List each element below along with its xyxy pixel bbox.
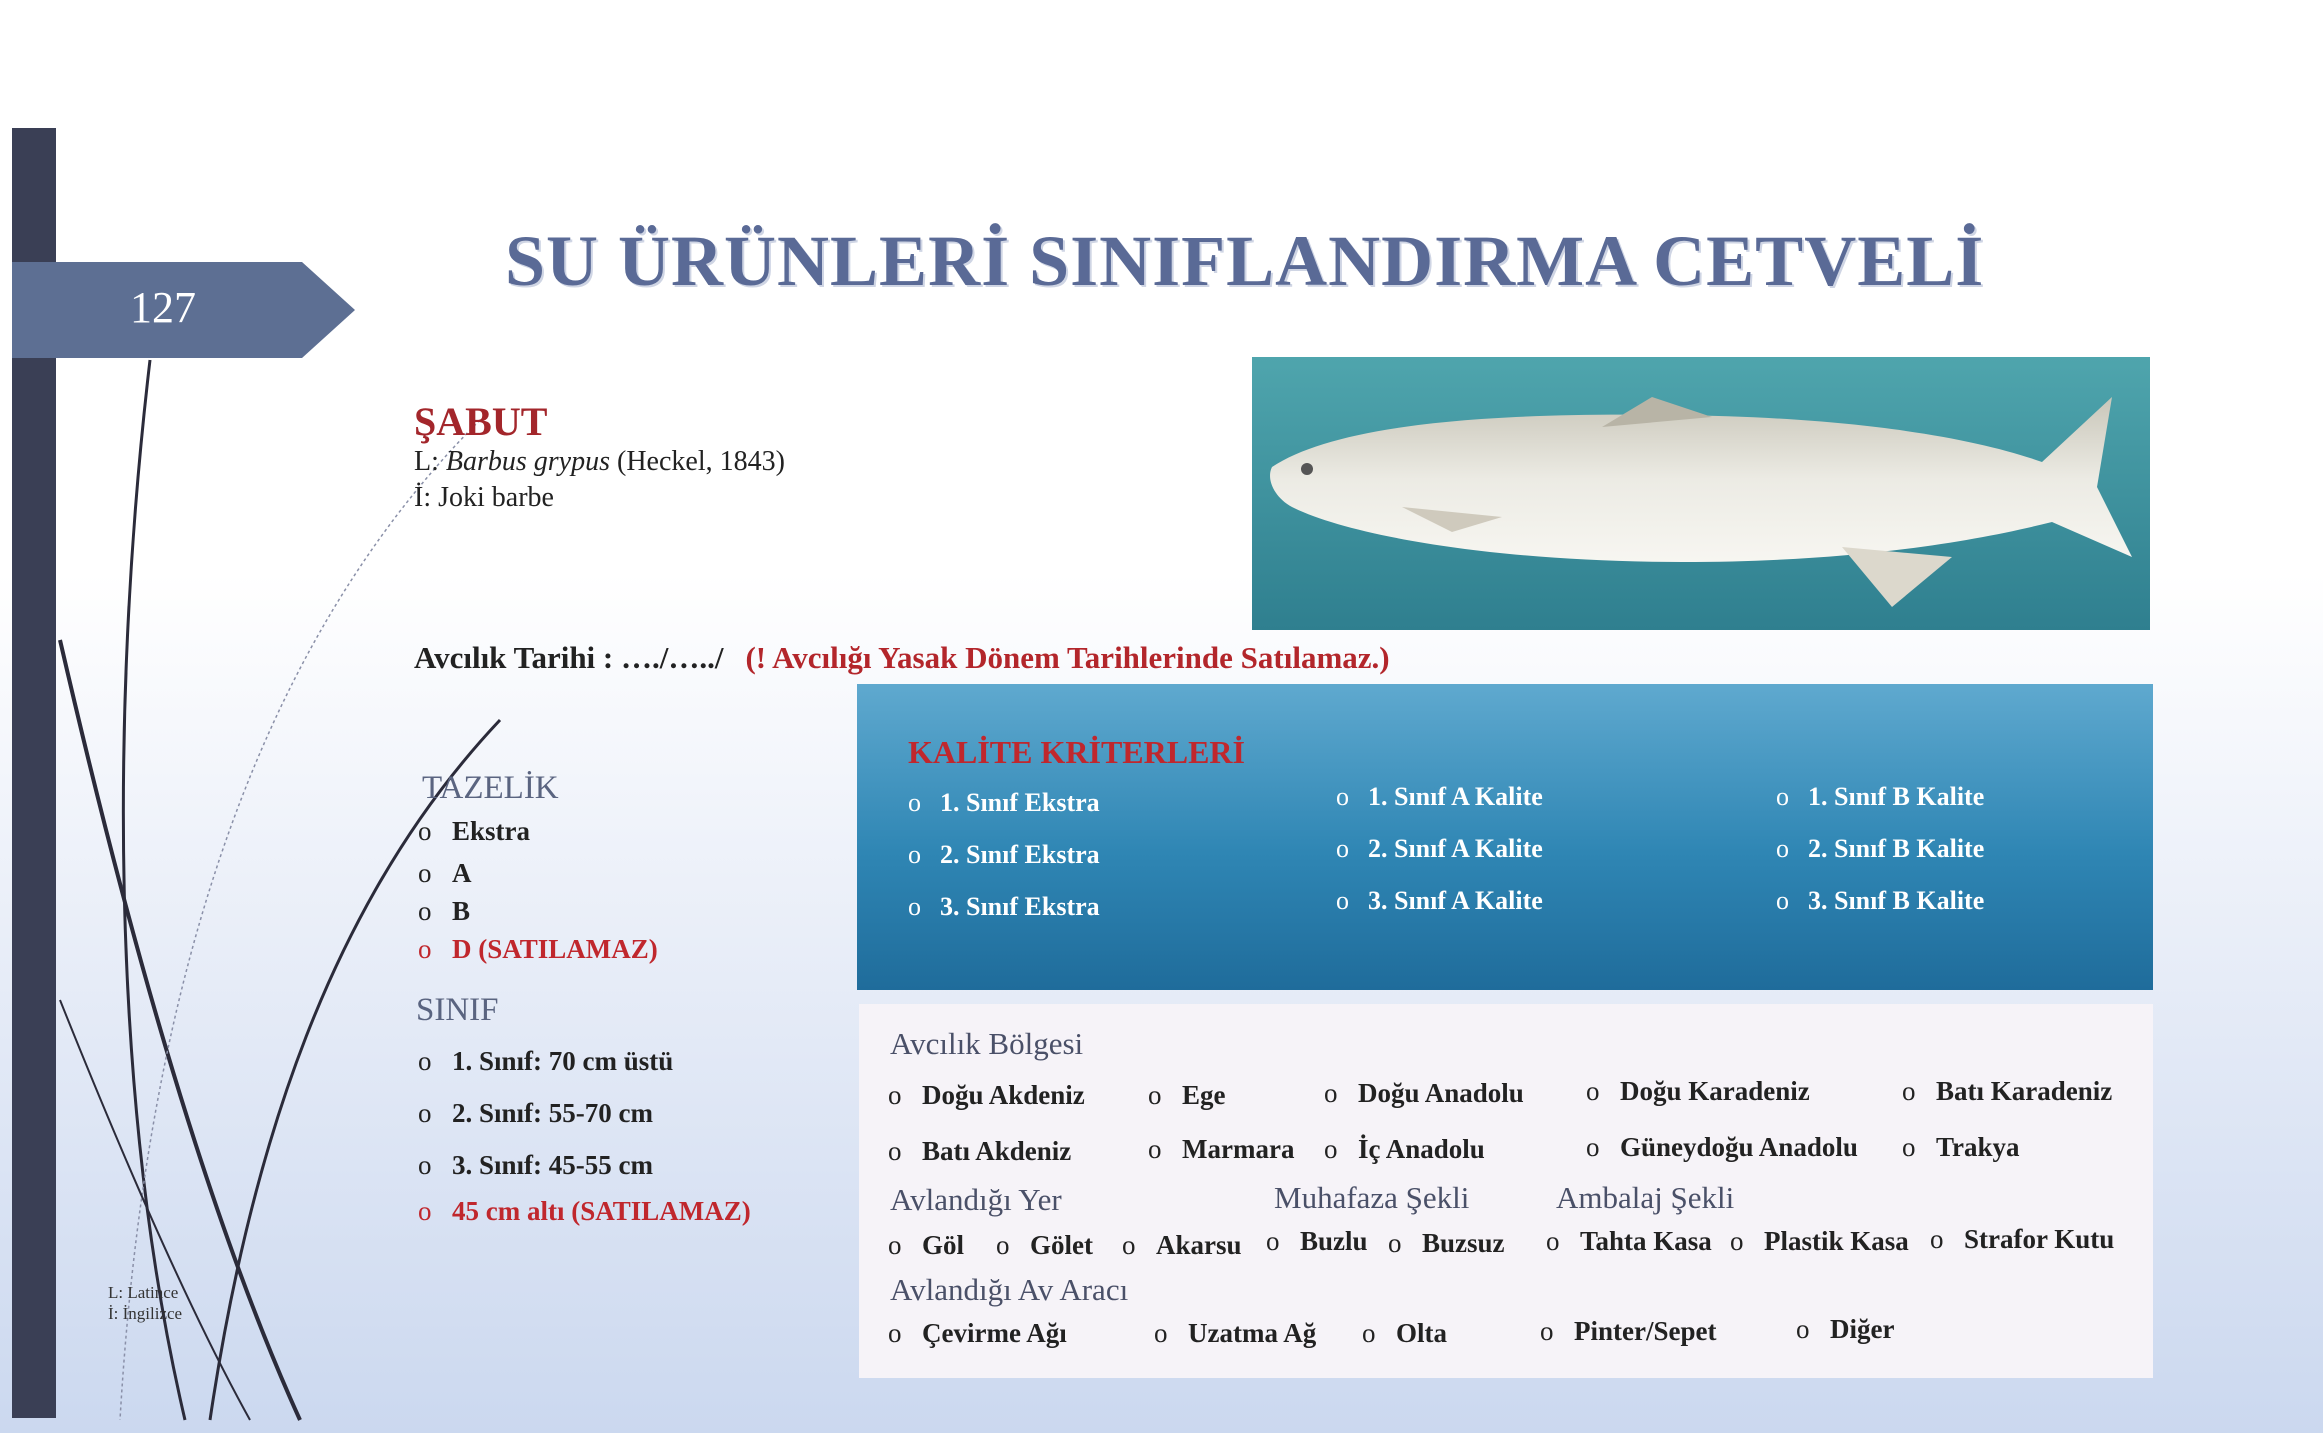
region-option[interactable] (1148, 1080, 1226, 1111)
bullet: o (1902, 1132, 1916, 1162)
catch-place-option[interactable] (996, 1230, 1093, 1261)
latin-name (414, 446, 785, 478)
option-label: A (452, 858, 472, 888)
species-name: ŞABUT (414, 399, 548, 444)
option-label: Trakya (1936, 1132, 2020, 1162)
option-label: Doğu Karadeniz (1620, 1076, 1810, 1106)
option-label: Batı Karadeniz (1936, 1076, 2113, 1106)
bullet: o (1930, 1224, 1944, 1254)
option-label: 2. Sınıf: 55-70 cm (452, 1098, 653, 1128)
quality-heading: KALİTE KRİTERLERİ (908, 734, 1245, 770)
size-class-option[interactable] (418, 1196, 751, 1227)
preservation-option[interactable] (1266, 1226, 1368, 1257)
bullet: o (1776, 886, 1789, 915)
bullet: o (418, 1196, 432, 1226)
bullet: o (888, 1136, 902, 1166)
region-option[interactable] (888, 1080, 1085, 1111)
option-label: Tahta Kasa (1580, 1226, 1712, 1256)
option-label: Doğu Akdeniz (922, 1080, 1085, 1110)
page-title: SU ÜRÜNLERİ SINIFLANDIRMA CETVELİ (505, 221, 1985, 301)
option-label: Akarsu (1156, 1230, 1242, 1260)
option-label: Çevirme Ağı (922, 1318, 1067, 1348)
packaging-option[interactable] (1546, 1226, 1712, 1257)
bullet: o (908, 892, 921, 921)
bullet: o (888, 1080, 902, 1110)
region-option[interactable] (888, 1136, 1071, 1167)
latin-prefix: L: (414, 446, 446, 477)
quality-option[interactable] (1336, 782, 1543, 812)
option-label: 1. Sınıf: 70 cm üstü (452, 1046, 674, 1076)
packaging-option[interactable] (1730, 1226, 1909, 1257)
bullet: o (1796, 1314, 1810, 1344)
bullet: o (1586, 1076, 1600, 1106)
region-option[interactable] (1148, 1134, 1294, 1165)
size-class-option[interactable] (418, 1046, 673, 1077)
region-option[interactable] (1902, 1132, 2020, 1163)
gear-option[interactable] (1362, 1318, 1447, 1349)
catch-date-warning: (! Avcılığı Yasak Dönem Tarihlerinde Satılamaz.) (745, 640, 1390, 675)
bullet: o (418, 1046, 432, 1076)
option-label: Göl (922, 1230, 965, 1260)
option-label: Buzsuz (1422, 1228, 1505, 1258)
bullet: o (1388, 1228, 1402, 1258)
region-option[interactable] (1324, 1134, 1485, 1165)
catch-place-heading: Avlandığı Yer (890, 1182, 1062, 1217)
option-label: 2. Sınıf A Kalite (1368, 834, 1543, 863)
quality-option[interactable] (908, 892, 1100, 922)
packaging-heading: Ambalaj Şekli (1556, 1180, 1735, 1215)
bullet: o (1148, 1134, 1162, 1164)
legend-latin: L: Latince (108, 1283, 179, 1302)
freshness-option[interactable] (418, 858, 472, 889)
bullet: o (418, 858, 432, 888)
gear-option[interactable] (1154, 1318, 1316, 1349)
option-label: D (SATILAMAZ) (452, 934, 658, 964)
option-label: Plastik Kasa (1764, 1226, 1909, 1256)
bullet: o (1266, 1226, 1280, 1256)
bullet: o (996, 1230, 1010, 1260)
option-label: Uzatma Ağ (1188, 1318, 1317, 1348)
bullet: o (888, 1230, 902, 1260)
region-option[interactable] (1586, 1132, 1858, 1163)
legend (108, 1282, 182, 1324)
bullet: o (1586, 1132, 1600, 1162)
bullet: o (1902, 1076, 1916, 1106)
latin-author: (Heckel, 1843) (610, 446, 785, 477)
quality-option[interactable] (1336, 886, 1543, 916)
option-label: Buzlu (1300, 1226, 1368, 1256)
catch-place-option[interactable] (1122, 1230, 1242, 1261)
bullet: o (1730, 1226, 1744, 1256)
option-label: Doğu Anadolu (1358, 1078, 1524, 1108)
option-label: 3. Sınıf B Kalite (1808, 886, 1985, 915)
option-label: 3. Sınıf: 45-55 cm (452, 1150, 653, 1180)
option-label: Diğer (1830, 1314, 1895, 1344)
bullet: o (908, 788, 921, 817)
option-label: 3. Sınıf Ekstra (940, 892, 1100, 921)
option-label: Ege (1182, 1080, 1226, 1110)
gear-heading: Avlandığı Av Aracı (890, 1272, 1129, 1307)
size-class-option[interactable] (418, 1098, 653, 1129)
page-number: 127 (130, 283, 196, 332)
quality-option[interactable] (1336, 834, 1543, 864)
freshness-option[interactable] (418, 896, 470, 927)
region-option[interactable] (1586, 1076, 1810, 1107)
bullet: o (1154, 1318, 1168, 1348)
option-label: Batı Akdeniz (922, 1136, 1072, 1166)
gear-option[interactable] (1796, 1314, 1894, 1345)
quality-option[interactable] (908, 840, 1100, 870)
option-label: 1. Sınıf A Kalite (1368, 782, 1543, 811)
legend-english: İ: İngilizce (108, 1304, 183, 1323)
bullet: o (1122, 1230, 1136, 1260)
bullet: o (1324, 1134, 1338, 1164)
bullet: o (888, 1318, 902, 1348)
fish-photo (1252, 357, 2150, 630)
freshness-heading: TAZELİK (422, 770, 559, 806)
region-option[interactable] (1324, 1078, 1524, 1109)
size-class-heading: SINIF (416, 992, 499, 1028)
gear-option[interactable] (1540, 1316, 1716, 1347)
size-class-option[interactable] (418, 1150, 653, 1181)
bullet: o (418, 1150, 432, 1180)
english-name: İ: Joki barbe (414, 482, 554, 513)
option-label: 45 cm altı (SATILAMAZ) (452, 1196, 751, 1226)
freshness-option[interactable] (418, 934, 658, 965)
bullet: o (1540, 1316, 1554, 1346)
latin-binomial: Barbus grypus (445, 446, 611, 477)
option-label: Strafor Kutu (1964, 1224, 2115, 1254)
freshness-option[interactable] (418, 816, 530, 847)
bullet: o (1776, 782, 1789, 811)
option-label: Gölet (1030, 1230, 1093, 1260)
quality-option[interactable] (1776, 834, 1984, 864)
bullet: o (1546, 1226, 1560, 1256)
option-label: Marmara (1182, 1134, 1295, 1164)
option-label: 2. Sınıf B Kalite (1808, 834, 1985, 863)
catch-place-option[interactable] (888, 1230, 964, 1261)
bullet: o (418, 816, 432, 846)
option-label: 2. Sınıf Ekstra (940, 840, 1100, 869)
option-label: Ekstra (452, 816, 531, 846)
option-label: İç Anadolu (1358, 1134, 1485, 1164)
bullet: o (1362, 1318, 1376, 1348)
preservation-heading: Muhafaza Şekli (1274, 1180, 1470, 1215)
bullet: o (908, 840, 921, 869)
bullet: o (1148, 1080, 1162, 1110)
bullet: o (1324, 1078, 1338, 1108)
region-heading: Avcılık Bölgesi (890, 1026, 1084, 1061)
bullet: o (1336, 834, 1349, 863)
quality-option[interactable] (1776, 886, 1984, 916)
preservation-option[interactable] (1388, 1228, 1505, 1259)
catch-date-line (414, 640, 1390, 676)
gear-option[interactable] (888, 1318, 1067, 1349)
option-label: Güneydoğu Anadolu (1620, 1132, 1858, 1162)
bullet: o (418, 896, 432, 926)
region-option[interactable] (1902, 1076, 2112, 1107)
bullet: o (1336, 886, 1349, 915)
option-label: B (452, 896, 471, 926)
option-label: 1. Sınıf B Kalite (1808, 782, 1985, 811)
option-label: Pinter/Sepet (1574, 1316, 1717, 1346)
quality-option[interactable] (908, 788, 1100, 818)
option-label: 3. Sınıf A Kalite (1368, 886, 1543, 915)
quality-option[interactable] (1776, 782, 1984, 812)
option-label: 1. Sınıf Ekstra (940, 788, 1100, 817)
packaging-option[interactable] (1930, 1224, 2114, 1255)
bullet: o (418, 1098, 432, 1128)
option-label: Olta (1396, 1318, 1447, 1348)
bullet: o (418, 934, 432, 964)
bullet: o (1776, 834, 1789, 863)
bullet: o (1336, 782, 1349, 811)
catch-date-label: Avcılık Tarihi : …./…../ (414, 640, 724, 675)
